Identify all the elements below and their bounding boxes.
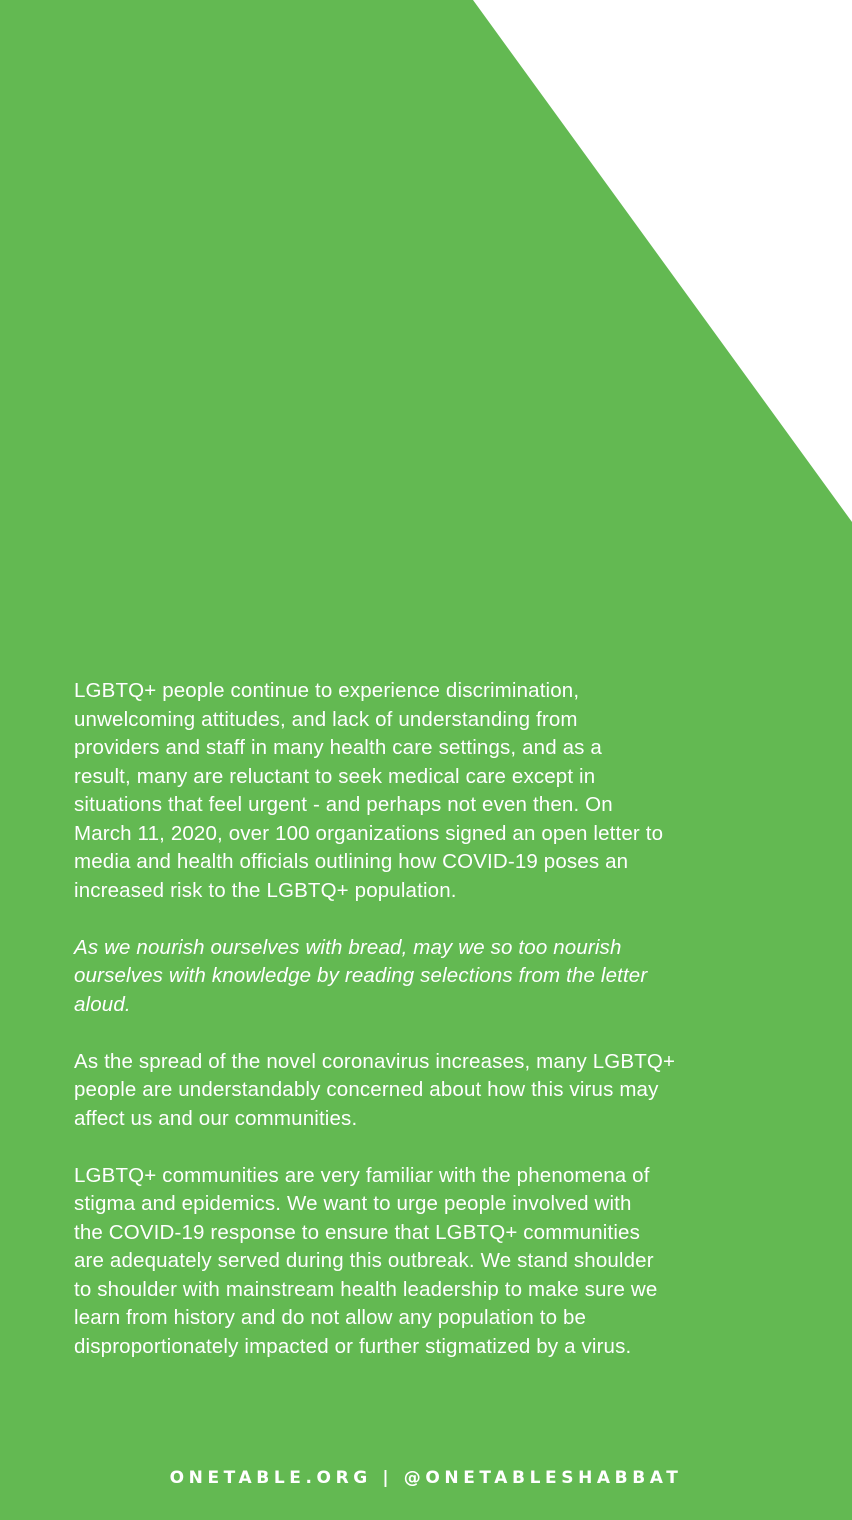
text-line: March 11, 2020, over 100 organizations signed an open letter to: [74, 821, 664, 845]
reading-instruction-paragraph: [74, 934, 804, 1020]
text-line: disproportionately impacted or further stigmatized by a virus.: [74, 1334, 632, 1358]
text-line: affect us and our communities.: [74, 1106, 358, 1130]
social-handle[interactable]: @ONETABLESHABBAT: [403, 1468, 683, 1488]
text-line: providers and staff in many health care settings, and as a: [74, 736, 602, 759]
text-line: media and health officials outlining how COVID-19 poses an: [74, 850, 629, 873]
text-line: LGBTQ+ communities are very familiar with the phenomena of: [74, 1163, 650, 1187]
text-line: unwelcoming attitudes, and lack of understanding from: [74, 707, 578, 731]
text-line: are adequately served during this outbreak. We stand shoulder: [74, 1249, 654, 1272]
website-link[interactable]: ONETABLE.ORG: [169, 1468, 372, 1488]
intro-paragraph: [74, 677, 804, 905]
letter-text-block: [74, 677, 804, 1390]
text-line: learn from history and do not allow any population to be: [74, 1306, 587, 1329]
text-line: the COVID-19 response to ensure that LGBTQ+ communities: [74, 1220, 640, 1244]
text-line: ourselves with knowledge by reading selections from the letter: [74, 964, 648, 987]
footer-credits: [0, 1468, 852, 1488]
text-line: to shoulder with mainstream health leadership to make sure we: [74, 1277, 658, 1301]
letter-paragraph-2: [74, 1162, 804, 1362]
footer-separator: |: [371, 1468, 404, 1488]
text-line: result, many are reluctant to seek medical care except in: [74, 764, 596, 788]
text-line: stigma and epidemics. We want to urge people involved with: [74, 1192, 632, 1215]
text-line: increased risk to the LGBTQ+ population.: [74, 878, 457, 902]
text-line: As we nourish ourselves with bread, may we so too nourish: [74, 935, 622, 959]
text-line: people are understandably concerned about how this virus may: [74, 1078, 659, 1101]
text-line: situations that feel urgent - and perhaps not even then. On: [74, 793, 613, 816]
text-line: aloud.: [74, 992, 131, 1016]
letter-paragraph-1: [74, 1048, 804, 1134]
text-line: As the spread of the novel coronavirus increases, many LGBTQ+: [74, 1049, 676, 1073]
text-line: LGBTQ+ people continue to experience discrimination,: [74, 679, 580, 702]
